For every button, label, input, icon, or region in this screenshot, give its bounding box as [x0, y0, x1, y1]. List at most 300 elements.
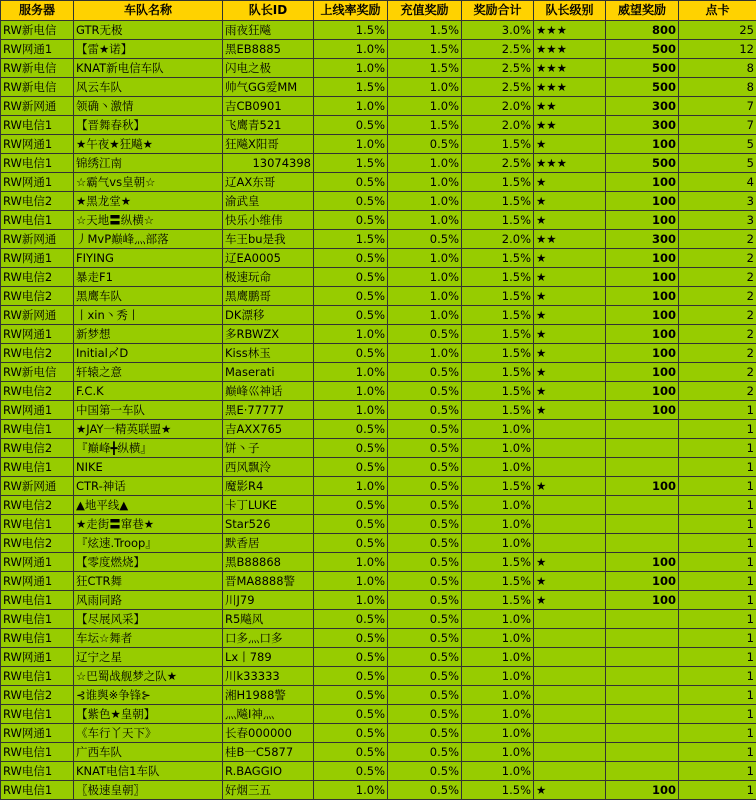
header-prestige-reward: 威望奖励 [606, 1, 679, 21]
team-name-cell: 丨xin丶秀丨 [74, 306, 223, 325]
server-cell: RW电信2 [1, 192, 74, 211]
captain-level-stars [534, 458, 606, 477]
prestige-reward-cell [606, 420, 679, 439]
team-name-cell: 辽宁之星 [74, 648, 223, 667]
table-row [1, 496, 756, 515]
prestige-reward-cell [606, 458, 679, 477]
prestige-reward-cell [606, 629, 679, 648]
total-reward-cell: 1.5% [462, 249, 534, 268]
captain-id-cell: 灬飚I神灬 [223, 705, 314, 724]
team-name-cell: 暴走F1 [74, 268, 223, 287]
captain-level-stars [534, 743, 606, 762]
prestige-reward-cell: 100 [606, 287, 679, 306]
table-row [1, 591, 756, 610]
online-reward-cell: 0.5% [314, 344, 388, 363]
team-name-cell: 【雷★诺】 [74, 40, 223, 59]
recharge-reward-cell: 1.5% [388, 59, 462, 78]
prestige-reward-cell: 100 [606, 249, 679, 268]
captain-id-cell: 卡丁LUKE [223, 496, 314, 515]
captain-level-stars: ★★ [534, 97, 606, 116]
team-name-cell: 锦绣江南 [74, 154, 223, 173]
server-cell: RW网通1 [1, 325, 74, 344]
header-team-name: 车队名称 [74, 1, 223, 21]
point-card-cell: 1 [679, 572, 756, 591]
total-reward-cell: 1.5% [462, 287, 534, 306]
online-reward-cell: 0.5% [314, 629, 388, 648]
table-row [1, 78, 756, 97]
prestige-reward-cell: 100 [606, 211, 679, 230]
captain-level-stars: ★★ [534, 230, 606, 249]
captain-level-stars [534, 648, 606, 667]
point-card-cell: 1 [679, 686, 756, 705]
prestige-reward-cell [606, 743, 679, 762]
online-reward-cell: 1.0% [314, 477, 388, 496]
captain-id-cell: 饼丶子 [223, 439, 314, 458]
captain-id-cell: R5飚风 [223, 610, 314, 629]
prestige-reward-cell: 100 [606, 591, 679, 610]
total-reward-cell: 1.0% [462, 686, 534, 705]
total-reward-cell: 1.5% [462, 173, 534, 192]
team-name-cell: 【零度燃烧】 [74, 553, 223, 572]
table-row [1, 40, 756, 59]
captain-id-cell: 飞鹰青521 [223, 116, 314, 135]
recharge-reward-cell: 0.5% [388, 515, 462, 534]
point-card-cell: 8 [679, 78, 756, 97]
captain-id-cell: 快乐小维伟 [223, 211, 314, 230]
total-reward-cell: 2.5% [462, 40, 534, 59]
recharge-reward-cell: 0.5% [388, 572, 462, 591]
team-name-cell: ☆霸气vs皇朝☆ [74, 173, 223, 192]
captain-level-stars: ★ [534, 249, 606, 268]
point-card-cell: 12 [679, 40, 756, 59]
server-cell: RW电信1 [1, 211, 74, 230]
team-name-cell: 【晋舞春秋】 [74, 116, 223, 135]
captain-id-cell: 13074398 [223, 154, 314, 173]
online-reward-cell: 0.5% [314, 306, 388, 325]
recharge-reward-cell: 0.5% [388, 477, 462, 496]
captain-level-stars: ★★★ [534, 154, 606, 173]
point-card-cell: 2 [679, 230, 756, 249]
server-cell: RW电信2 [1, 344, 74, 363]
team-name-cell: F.C.K [74, 382, 223, 401]
header-point-card: 点卡 [679, 1, 756, 21]
prestige-reward-cell: 100 [606, 192, 679, 211]
prestige-reward-cell [606, 686, 679, 705]
recharge-reward-cell: 0.5% [388, 667, 462, 686]
team-name-cell: 风雨同路 [74, 591, 223, 610]
server-cell: RW电信1 [1, 629, 74, 648]
server-cell: RW电信2 [1, 268, 74, 287]
online-reward-cell: 1.5% [314, 230, 388, 249]
captain-level-stars [534, 762, 606, 781]
total-reward-cell: 1.5% [462, 401, 534, 420]
captain-level-stars [534, 724, 606, 743]
server-cell: RW新电信 [1, 78, 74, 97]
point-card-cell: 3 [679, 192, 756, 211]
prestige-reward-cell: 100 [606, 553, 679, 572]
point-card-cell: 1 [679, 477, 756, 496]
server-cell: RW新网通 [1, 306, 74, 325]
team-name-cell: ☆天地〓纵横☆ [74, 211, 223, 230]
recharge-reward-cell: 0.5% [388, 648, 462, 667]
total-reward-cell: 1.5% [462, 591, 534, 610]
recharge-reward-cell: 0.5% [388, 135, 462, 154]
table-row [1, 230, 756, 249]
server-cell: RW新网通 [1, 477, 74, 496]
online-reward-cell: 0.5% [314, 496, 388, 515]
server-cell: RW网通1 [1, 572, 74, 591]
recharge-reward-cell: 1.0% [388, 78, 462, 97]
captain-id-cell: 吉CB0901 [223, 97, 314, 116]
recharge-reward-cell: 1.0% [388, 268, 462, 287]
team-name-cell: 风云车队 [74, 78, 223, 97]
table-row [1, 420, 756, 439]
table-row [1, 705, 756, 724]
prestige-reward-cell [606, 439, 679, 458]
captain-id-cell: 魔影R4 [223, 477, 314, 496]
table-row [1, 249, 756, 268]
team-name-cell: KNAT电信1车队 [74, 762, 223, 781]
server-cell: RW网通1 [1, 648, 74, 667]
online-reward-cell: 1.0% [314, 59, 388, 78]
online-reward-cell: 0.5% [314, 743, 388, 762]
captain-level-stars: ★ [534, 325, 606, 344]
captain-level-stars [534, 534, 606, 553]
header-captain-id: 队长ID [223, 1, 314, 21]
prestige-reward-cell: 100 [606, 401, 679, 420]
point-card-cell: 1 [679, 553, 756, 572]
point-card-cell: 1 [679, 762, 756, 781]
point-card-cell: 1 [679, 515, 756, 534]
server-cell: RW电信2 [1, 439, 74, 458]
table-row [1, 173, 756, 192]
captain-id-cell: 车王bu是我 [223, 230, 314, 249]
recharge-reward-cell: 0.5% [388, 724, 462, 743]
prestige-reward-cell: 300 [606, 97, 679, 116]
point-card-cell: 2 [679, 363, 756, 382]
table-row [1, 382, 756, 401]
total-reward-cell: 1.0% [462, 724, 534, 743]
prestige-reward-cell: 300 [606, 116, 679, 135]
online-reward-cell: 1.0% [314, 553, 388, 572]
captain-level-stars [534, 515, 606, 534]
team-name-cell: 广西车队 [74, 743, 223, 762]
point-card-cell: 1 [679, 420, 756, 439]
recharge-reward-cell: 0.5% [388, 382, 462, 401]
recharge-reward-cell: 0.5% [388, 496, 462, 515]
captain-id-cell: 雨夜狂飚 [223, 21, 314, 40]
server-cell: RW电信1 [1, 667, 74, 686]
total-reward-cell: 1.5% [462, 572, 534, 591]
server-cell: RW电信2 [1, 686, 74, 705]
online-reward-cell: 0.5% [314, 268, 388, 287]
captain-level-stars: ★ [534, 781, 606, 800]
prestige-reward-cell [606, 762, 679, 781]
point-card-cell: 2 [679, 249, 756, 268]
online-reward-cell: 0.5% [314, 534, 388, 553]
team-name-cell: Initial〆D [74, 344, 223, 363]
server-cell: RW电信1 [1, 515, 74, 534]
recharge-reward-cell: 0.5% [388, 420, 462, 439]
server-cell: RW电信1 [1, 743, 74, 762]
recharge-reward-cell: 1.0% [388, 306, 462, 325]
prestige-reward-cell [606, 496, 679, 515]
captain-id-cell: 多RBWZX [223, 325, 314, 344]
point-card-cell: 1 [679, 667, 756, 686]
prestige-reward-cell: 500 [606, 78, 679, 97]
captain-id-cell: Kiss林玉 [223, 344, 314, 363]
server-cell: RW电信2 [1, 534, 74, 553]
team-name-cell: ★午夜★狂飚★ [74, 135, 223, 154]
recharge-reward-cell: 0.5% [388, 363, 462, 382]
server-cell: RW电信1 [1, 154, 74, 173]
total-reward-cell: 1.0% [462, 496, 534, 515]
team-name-cell: 新梦想 [74, 325, 223, 344]
captain-id-cell: 长春000000 [223, 724, 314, 743]
captain-id-cell: 口多灬口多 [223, 629, 314, 648]
online-reward-cell: 1.0% [314, 97, 388, 116]
captain-id-cell: 川k33333 [223, 667, 314, 686]
captain-level-stars: ★★★ [534, 40, 606, 59]
team-name-cell: 黑鹰车队 [74, 287, 223, 306]
captain-level-stars: ★ [534, 287, 606, 306]
table-row [1, 743, 756, 762]
recharge-reward-cell: 1.5% [388, 40, 462, 59]
point-card-cell: 7 [679, 116, 756, 135]
total-reward-cell: 1.5% [462, 211, 534, 230]
server-cell: RW电信1 [1, 458, 74, 477]
prestige-reward-cell: 100 [606, 477, 679, 496]
prestige-reward-cell [606, 610, 679, 629]
recharge-reward-cell: 1.0% [388, 192, 462, 211]
total-reward-cell: 1.5% [462, 344, 534, 363]
captain-id-cell: 极速玩命 [223, 268, 314, 287]
table-row [1, 287, 756, 306]
team-name-cell: 《车行丫天下》 [74, 724, 223, 743]
table-row [1, 477, 756, 496]
prestige-reward-cell: 300 [606, 230, 679, 249]
point-card-cell: 7 [679, 97, 756, 116]
captain-level-stars: ★ [534, 135, 606, 154]
online-reward-cell: 0.5% [314, 458, 388, 477]
recharge-reward-cell: 1.0% [388, 249, 462, 268]
point-card-cell: 1 [679, 724, 756, 743]
table-row [1, 116, 756, 135]
total-reward-cell: 2.5% [462, 59, 534, 78]
recharge-reward-cell: 0.5% [388, 458, 462, 477]
captain-level-stars: ★★★ [534, 59, 606, 78]
server-cell: RW电信2 [1, 287, 74, 306]
recharge-reward-cell: 1.0% [388, 154, 462, 173]
captain-id-cell: 辽EA0005 [223, 249, 314, 268]
captain-id-cell: 渝武皇 [223, 192, 314, 211]
online-reward-cell: 1.5% [314, 154, 388, 173]
point-card-cell: 1 [679, 401, 756, 420]
online-reward-cell: 1.0% [314, 382, 388, 401]
online-reward-cell: 0.5% [314, 762, 388, 781]
online-reward-cell: 0.5% [314, 192, 388, 211]
total-reward-cell: 1.0% [462, 515, 534, 534]
prestige-reward-cell: 100 [606, 173, 679, 192]
online-reward-cell: 0.5% [314, 610, 388, 629]
captain-level-stars [534, 629, 606, 648]
total-reward-cell: 1.5% [462, 268, 534, 287]
server-cell: RW网通1 [1, 249, 74, 268]
captain-level-stars: ★★★ [534, 21, 606, 40]
online-reward-cell: 0.5% [314, 648, 388, 667]
captain-id-cell: 黑鹰鹏哥 [223, 287, 314, 306]
recharge-reward-cell: 0.5% [388, 762, 462, 781]
captain-level-stars: ★ [534, 173, 606, 192]
captain-level-stars [534, 686, 606, 705]
captain-id-cell: Star526 [223, 515, 314, 534]
table-row [1, 667, 756, 686]
recharge-reward-cell: 0.5% [388, 686, 462, 705]
captain-id-cell: 晋MA8888警 [223, 572, 314, 591]
point-card-cell: 5 [679, 154, 756, 173]
online-reward-cell: 1.0% [314, 325, 388, 344]
recharge-reward-cell: 0.5% [388, 629, 462, 648]
team-name-cell: 中国第一车队 [74, 401, 223, 420]
server-cell: RW网通1 [1, 135, 74, 154]
point-card-cell: 1 [679, 591, 756, 610]
online-reward-cell: 1.5% [314, 21, 388, 40]
team-name-cell: 【紫色★皇朝】 [74, 705, 223, 724]
captain-level-stars [534, 610, 606, 629]
total-reward-cell: 1.5% [462, 306, 534, 325]
total-reward-cell: 1.5% [462, 553, 534, 572]
point-card-cell: 8 [679, 59, 756, 78]
captain-id-cell: Maserati [223, 363, 314, 382]
recharge-reward-cell: 1.0% [388, 97, 462, 116]
online-reward-cell: 0.5% [314, 249, 388, 268]
captain-level-stars: ★ [534, 477, 606, 496]
online-reward-cell: 1.5% [314, 78, 388, 97]
server-cell: RW新电信 [1, 21, 74, 40]
captain-id-cell: 默香居 [223, 534, 314, 553]
captain-id-cell: 黑EB8885 [223, 40, 314, 59]
online-reward-cell: 0.5% [314, 211, 388, 230]
total-reward-cell: 1.0% [462, 743, 534, 762]
captain-level-stars: ★★ [534, 116, 606, 135]
online-reward-cell: 1.0% [314, 401, 388, 420]
team-name-cell: 领确丶激情 [74, 97, 223, 116]
prestige-reward-cell: 100 [606, 344, 679, 363]
total-reward-cell: 1.0% [462, 534, 534, 553]
table-row [1, 59, 756, 78]
captain-level-stars: ★ [534, 553, 606, 572]
captain-level-stars [534, 667, 606, 686]
table-row [1, 553, 756, 572]
point-card-cell: 4 [679, 173, 756, 192]
total-reward-cell: 1.0% [462, 439, 534, 458]
captain-level-stars [534, 496, 606, 515]
captain-id-cell: 黑E·77777 [223, 401, 314, 420]
recharge-reward-cell: 0.5% [388, 439, 462, 458]
prestige-reward-cell: 100 [606, 306, 679, 325]
total-reward-cell: 1.0% [462, 458, 534, 477]
online-reward-cell: 0.5% [314, 287, 388, 306]
point-card-cell: 3 [679, 211, 756, 230]
online-reward-cell: 0.5% [314, 686, 388, 705]
prestige-reward-cell: 100 [606, 325, 679, 344]
point-card-cell: 5 [679, 135, 756, 154]
online-reward-cell: 1.0% [314, 572, 388, 591]
recharge-reward-cell: 0.5% [388, 230, 462, 249]
header-row [1, 1, 756, 21]
table-row [1, 439, 756, 458]
captain-id-cell: 狂飚X阳哥 [223, 135, 314, 154]
total-reward-cell: 1.0% [462, 762, 534, 781]
team-name-cell: 〖极速皇朝〗 [74, 781, 223, 800]
table-row [1, 268, 756, 287]
prestige-reward-cell: 100 [606, 382, 679, 401]
captain-id-cell: Lx丨789 [223, 648, 314, 667]
table-row [1, 762, 756, 781]
server-cell: RW网通1 [1, 173, 74, 192]
server-cell: RW新网通 [1, 97, 74, 116]
table-row [1, 572, 756, 591]
table-row [1, 363, 756, 382]
server-cell: RW网通1 [1, 401, 74, 420]
captain-id-cell: 帅气GG爱MM [223, 78, 314, 97]
team-name-cell: GTR无极 [74, 21, 223, 40]
total-reward-cell: 1.5% [462, 781, 534, 800]
online-reward-cell: 0.5% [314, 439, 388, 458]
prestige-reward-cell: 100 [606, 572, 679, 591]
recharge-reward-cell: 0.5% [388, 553, 462, 572]
online-reward-cell: 1.0% [314, 40, 388, 59]
team-name-cell: 『炫速.Troop』 [74, 534, 223, 553]
total-reward-cell: 1.5% [462, 325, 534, 344]
total-reward-cell: 1.5% [462, 477, 534, 496]
total-reward-cell: 1.0% [462, 667, 534, 686]
recharge-reward-cell: 1.5% [388, 116, 462, 135]
table-row [1, 192, 756, 211]
total-reward-cell: 2.0% [462, 116, 534, 135]
recharge-reward-cell: 0.5% [388, 781, 462, 800]
captain-id-cell: 巅峰巛神话 [223, 382, 314, 401]
captain-level-stars: ★ [534, 306, 606, 325]
captain-level-stars [534, 705, 606, 724]
prestige-reward-cell: 100 [606, 781, 679, 800]
team-name-cell: ☆巴蜀战舰梦之队★ [74, 667, 223, 686]
total-reward-cell: 2.5% [462, 154, 534, 173]
server-cell: RW网通1 [1, 40, 74, 59]
prestige-reward-cell [606, 515, 679, 534]
header-captain-level: 队长级别 [534, 1, 606, 21]
team-name-cell: ★走街〓窜巷★ [74, 515, 223, 534]
captain-id-cell: 吉AXX765 [223, 420, 314, 439]
recharge-reward-cell: 0.5% [388, 705, 462, 724]
prestige-reward-cell [606, 705, 679, 724]
total-reward-cell: 2.5% [462, 78, 534, 97]
prestige-reward-cell [606, 724, 679, 743]
prestige-reward-cell: 800 [606, 21, 679, 40]
captain-level-stars: ★ [534, 572, 606, 591]
server-cell: RW电信1 [1, 116, 74, 135]
captain-level-stars: ★ [534, 344, 606, 363]
point-card-cell: 2 [679, 268, 756, 287]
table-row [1, 401, 756, 420]
total-reward-cell: 1.0% [462, 705, 534, 724]
point-card-cell: 1 [679, 705, 756, 724]
captain-id-cell: 辽AX东哥 [223, 173, 314, 192]
online-reward-cell: 0.5% [314, 116, 388, 135]
captain-id-cell: 桂B一C5877 [223, 743, 314, 762]
team-name-cell: 狂CTR舞 [74, 572, 223, 591]
point-card-cell: 2 [679, 382, 756, 401]
